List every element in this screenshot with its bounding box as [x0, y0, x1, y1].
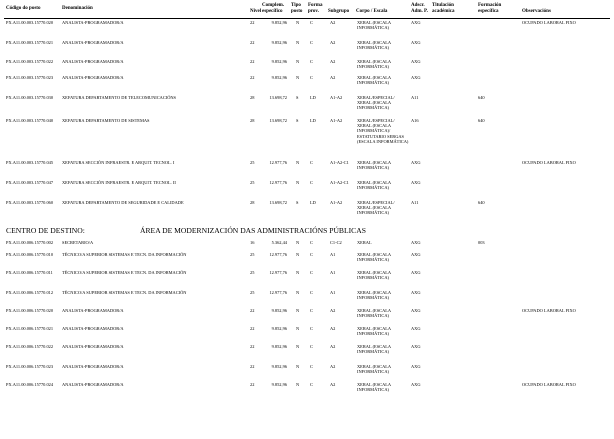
header-nivel: Nivel	[250, 9, 262, 14]
cell-observacions: OCUPADO LABORAL FIXO	[522, 382, 576, 387]
cell-tipo: N	[296, 240, 300, 245]
cell-forma: C	[310, 364, 313, 369]
cell-subgrupo: A1	[330, 252, 336, 257]
cell-codigo: PX.A11.00.003.15770.030	[6, 95, 54, 100]
cell-tipo: S	[296, 118, 299, 123]
cell-forma: C	[310, 59, 313, 64]
cell-corpo: XERAL (ESCALA INFORMÁTICA)	[357, 308, 391, 319]
cell-corpo: XERAL	[357, 240, 372, 245]
cell-observacions: OCUPADO LABORAL FIXO	[522, 160, 576, 165]
cell-nivel: 22	[250, 326, 255, 331]
cell-codigo: PX.A11.00.006.15770.022	[6, 344, 54, 349]
cell-subgrupo: A1-A2	[330, 200, 343, 205]
cell-subgrupo: A2	[330, 20, 336, 25]
cell-forma: C	[310, 290, 313, 295]
cell-codigo: PX.A11.00.006.15770.024	[6, 382, 54, 387]
cell-denominacion: XEFATURA SECCIÓN INFRAESTR. E ARQUIT. TECNOL. I	[62, 160, 175, 165]
cell-forma: C	[310, 344, 313, 349]
cell-adscricion: AXG	[411, 290, 421, 295]
cell-denominacion: ANALISTA-PROGRAMADOR/A	[62, 344, 124, 349]
cell-nivel: 16	[250, 240, 255, 245]
cell-codigo: PX.A11.00.006.15770.023	[6, 364, 54, 369]
cell-adscricion: AXG	[411, 382, 421, 387]
cell-subgrupo: A2	[330, 59, 336, 64]
cell-complemento: 12.977,76	[269, 180, 287, 185]
cell-subgrupo: A2	[330, 382, 336, 387]
cell-complemento: 9.852,96	[271, 75, 287, 80]
cell-adscricion: AXG	[411, 75, 421, 80]
cell-tipo: N	[296, 252, 300, 257]
header-forma: Forma prov.	[308, 3, 323, 14]
cell-tipo: N	[296, 160, 300, 165]
cell-forma: C	[310, 308, 313, 313]
cell-codigo: PX.A11.00.003.15770.021	[6, 40, 54, 45]
cell-denominacion: ANALISTA-PROGRAMADOR/A	[62, 75, 124, 80]
cell-denominacion: XEFATURA DEPARTAMENTO DE SISTEMAS	[62, 118, 150, 123]
cell-tipo: N	[296, 326, 300, 331]
cell-nivel: 22	[250, 382, 255, 387]
cell-codigo: PX.A11.00.003.15770.047	[6, 180, 54, 185]
cell-codigo: PX.A11.00.006.15770.021	[6, 326, 54, 331]
cell-denominacion: ANALISTA-PROGRAMADOR/A	[62, 326, 124, 331]
cell-nivel: 28	[250, 118, 255, 123]
cell-complemento: 9.852,96	[271, 59, 287, 64]
cell-subgrupo: A2	[330, 40, 336, 45]
cell-nivel: 22	[250, 40, 255, 45]
cell-complemento: 13.698,72	[269, 200, 287, 205]
cell-denominacion: ANALISTA-PROGRAMADOR/A	[62, 20, 124, 25]
cell-corpo: XERAL/ESPECIAL/ XERAL (ESCALA INFORMÁTICA)	[357, 200, 395, 216]
cell-forma: C	[310, 180, 313, 185]
cell-nivel: 28	[250, 95, 255, 100]
table-row	[0, 382, 614, 406]
cell-corpo: XERAL (ESCALA INFORMÁTICA)	[357, 270, 391, 281]
cell-adscricion: AXG	[411, 59, 421, 64]
cell-codigo: PX.A11.00.006.15770.002	[6, 240, 54, 245]
cell-observacions: OCUPADO LABORAL FIXO	[522, 308, 576, 313]
cell-tipo: N	[296, 75, 300, 80]
cell-formacion: 640	[478, 95, 485, 100]
header-corpo: Corpo / Escala	[356, 9, 388, 14]
cell-nivel: 25	[250, 290, 255, 295]
cell-complemento: 9.852,96	[271, 364, 287, 369]
cell-complemento: 13.698,72	[269, 118, 287, 123]
cell-forma: C	[310, 240, 313, 245]
cell-corpo: XERAL (ESCALA INFORMÁTICA)	[357, 382, 391, 393]
cell-tipo: N	[296, 344, 300, 349]
cell-nivel: 28	[250, 200, 255, 205]
cell-codigo: PX.A11.00.006.15770.012	[6, 290, 54, 295]
cell-adscricion: A11	[411, 200, 419, 205]
cell-denominacion: TÉCNICO/A SUPERIOR SISTEMAS E TECN. DA INFORMACIÓN	[62, 252, 187, 257]
cell-tipo: N	[296, 59, 300, 64]
cell-denominacion: SECRETARIO/A	[62, 240, 94, 245]
cell-denominacion: ANALISTA-PROGRAMADOR/A	[62, 364, 124, 369]
cell-adscricion: AXG	[411, 160, 421, 165]
cell-codigo: PX.A11.00.006.15770.011	[6, 270, 53, 275]
cell-denominacion: XEFATURA DEPARTAMENTO DE SEGURIDADE E CALIDADE	[62, 200, 184, 205]
header-rule	[4, 18, 610, 19]
cell-complemento: 9.852,96	[271, 308, 287, 313]
cell-complemento: 5.362,44	[271, 240, 287, 245]
cell-codigo: PX.A11.00.003.15770.022	[6, 59, 54, 64]
cell-corpo: XERAL (ESCALA INFORMÁTICA)	[357, 364, 391, 375]
cell-forma: C	[310, 160, 313, 165]
cell-codigo: PX.A11.00.006.15770.020	[6, 308, 54, 313]
cell-tipo: N	[296, 364, 300, 369]
header-tipo: Tipo posto	[291, 3, 303, 14]
header-denominacion: Denominación	[62, 6, 93, 11]
table-row	[0, 200, 614, 224]
header-titulacion: Titulación académica	[432, 3, 455, 14]
cell-subgrupo: A1	[330, 290, 336, 295]
cell-adscricion: AXG	[411, 308, 421, 313]
cell-subgrupo: A1-A2-C1	[330, 160, 349, 165]
cell-subgrupo: A1-A2	[330, 118, 343, 123]
cell-corpo: XERAL (ESCALA INFORMÁTICA)	[357, 20, 391, 31]
cell-subgrupo: A2	[330, 364, 336, 369]
cell-tipo: N	[296, 290, 300, 295]
cell-tipo: N	[296, 180, 300, 185]
cell-forma: C	[310, 75, 313, 80]
section-label: CENTRO DE DESTINO:	[6, 226, 85, 235]
cell-denominacion: ANALISTA-PROGRAMADOR/A	[62, 308, 124, 313]
cell-complemento: 9.852,96	[271, 20, 287, 25]
cell-tipo: N	[296, 382, 300, 387]
header-codigo: Código do posto	[6, 6, 41, 11]
section-value: ÁREA DE MODERNIZACIÓN DAS ADMINISTRACIÓNS PÚBLICAS	[140, 226, 366, 235]
cell-formacion: 640	[478, 118, 485, 123]
header-complemento: Complem. específico	[262, 3, 285, 14]
cell-tipo: N	[296, 308, 300, 313]
cell-adscricion: AXG	[411, 326, 421, 331]
cell-complemento: 13.698,72	[269, 95, 287, 100]
cell-subgrupo: A1-A2	[330, 95, 343, 100]
cell-adscricion: AXG	[411, 40, 421, 45]
cell-forma: C	[310, 252, 313, 257]
cell-adscricion: AXG	[411, 270, 421, 275]
cell-denominacion: TÉCNICO/A SUPERIOR SISTEMAS E TECN. DA INFORMACIÓN	[62, 270, 187, 275]
cell-forma: LD	[310, 200, 316, 205]
cell-complemento: 12.977,76	[269, 270, 287, 275]
section-heading	[6, 226, 366, 235]
cell-nivel: 25	[250, 180, 255, 185]
table-row	[0, 95, 614, 119]
cell-forma: LD	[310, 95, 316, 100]
cell-nivel: 25	[250, 252, 255, 257]
cell-denominacion: TÉCNICO/A SUPERIOR SISTEMAS E TECN. DA INFORMACIÓN	[62, 290, 187, 295]
cell-subgrupo: A2	[330, 344, 336, 349]
cell-corpo: XERAL/ESPECIAL/ XERAL (ESCALA INFORMÁTICA)	[357, 95, 395, 111]
cell-adscricion: AXG	[411, 344, 421, 349]
cell-tipo: N	[296, 270, 300, 275]
table-row	[0, 118, 614, 142]
cell-nivel: 22	[250, 20, 255, 25]
cell-forma: LD	[310, 118, 316, 123]
cell-subgrupo: C1-C2	[330, 240, 342, 245]
cell-codigo: PX.A11.00.003.15770.020	[6, 20, 54, 25]
cell-nivel: 22	[250, 59, 255, 64]
cell-corpo: XERAL (ESCALA INFORMÁTICA)	[357, 180, 391, 191]
cell-subgrupo: A1-A2-C1	[330, 180, 349, 185]
cell-denominacion: XEFATURA DEPARTAMENTO DE TELECOMUNICACIÓNS	[62, 95, 176, 100]
cell-complemento: 9.852,96	[271, 382, 287, 387]
cell-adscricion: AXG	[411, 240, 421, 245]
cell-codigo: PX.A11.00.003.15770.045	[6, 160, 54, 165]
cell-nivel: 22	[250, 75, 255, 80]
cell-corpo: XERAL (ESCALA INFORMÁTICA)	[357, 344, 391, 355]
cell-nivel: 25	[250, 270, 255, 275]
cell-tipo: S	[296, 95, 299, 100]
cell-corpo: XERAL (ESCALA INFORMÁTICA)	[357, 326, 391, 337]
cell-complemento: 9.852,96	[271, 40, 287, 45]
cell-forma: C	[310, 382, 313, 387]
cell-complemento: 9.852,96	[271, 326, 287, 331]
cell-adscricion: A16	[411, 118, 419, 123]
cell-nivel: 25	[250, 160, 255, 165]
cell-adscricion: AXG	[411, 252, 421, 257]
cell-tipo: N	[296, 40, 300, 45]
cell-subgrupo: A2	[330, 308, 336, 313]
cell-nivel: 22	[250, 344, 255, 349]
cell-nivel: 22	[250, 308, 255, 313]
cell-corpo: XERAL (ESCALA INFORMÁTICA)	[357, 59, 391, 70]
cell-corpo: XERAL (ESCALA INFORMÁTICA)	[357, 252, 391, 263]
header-formacion: Formación específica	[478, 3, 502, 14]
cell-corpo: XERAL (ESCALA INFORMÁTICA)	[357, 290, 391, 301]
cell-complemento: 9.852,96	[271, 344, 287, 349]
cell-codigo: PX.A11.00.003.15770.060	[6, 200, 54, 205]
header-observacions: Observacións	[522, 9, 551, 14]
cell-tipo: S	[296, 200, 299, 205]
header-adscricion: Adscr. Adm. P.	[411, 3, 428, 14]
cell-denominacion: XEFATURA SECCIÓN INFRAESTR. E ARQUIT. TECNOL. II	[62, 180, 176, 185]
cell-denominacion: ANALISTA-PROGRAMADOR/A	[62, 59, 124, 64]
cell-denominacion: ANALISTA-PROGRAMADOR/A	[62, 40, 124, 45]
cell-complemento: 12.977,76	[269, 160, 287, 165]
cell-nivel: 22	[250, 364, 255, 369]
cell-forma: C	[310, 40, 313, 45]
cell-adscricion: AXG	[411, 180, 421, 185]
cell-formacion: 003	[478, 240, 485, 245]
cell-corpo: XERAL (ESCALA INFORMÁTICA)	[357, 160, 391, 171]
cell-subgrupo: A2	[330, 75, 336, 80]
cell-adscricion: AXG	[411, 20, 421, 25]
cell-denominacion: ANALISTA-PROGRAMADOR/A	[62, 382, 124, 387]
cell-forma: C	[310, 270, 313, 275]
cell-complemento: 12.977,76	[269, 252, 287, 257]
cell-formacion: 640	[478, 200, 485, 205]
cell-complemento: 12.977,76	[269, 290, 287, 295]
cell-forma: C	[310, 326, 313, 331]
cell-codigo: PX.A11.00.006.15770.010	[6, 252, 54, 257]
cell-tipo: N	[296, 20, 300, 25]
cell-corpo: XERAL/ESPECIAL/ XERAL (ESCALA INFORMÁTICA)/ ESTATUTARIO SERGAS (ESCALA INFORMÁTICA)	[357, 118, 409, 144]
cell-forma: C	[310, 20, 313, 25]
cell-corpo: XERAL (ESCALA INFORMÁTICA)	[357, 40, 391, 51]
cell-adscricion: A11	[411, 95, 419, 100]
header-subgrupo: Subgrupo	[328, 9, 350, 14]
cell-subgrupo: A2	[330, 326, 336, 331]
cell-subgrupo: A1	[330, 270, 336, 275]
cell-codigo: PX.A11.00.003.15770.040	[6, 118, 54, 123]
cell-corpo: XERAL (ESCALA INFORMÁTICA)	[357, 75, 391, 86]
cell-codigo: PX.A11.00.003.15770.023	[6, 75, 54, 80]
cell-observacions: OCUPADO LABORAL FIXO	[522, 20, 576, 25]
cell-adscricion: AXG	[411, 364, 421, 369]
